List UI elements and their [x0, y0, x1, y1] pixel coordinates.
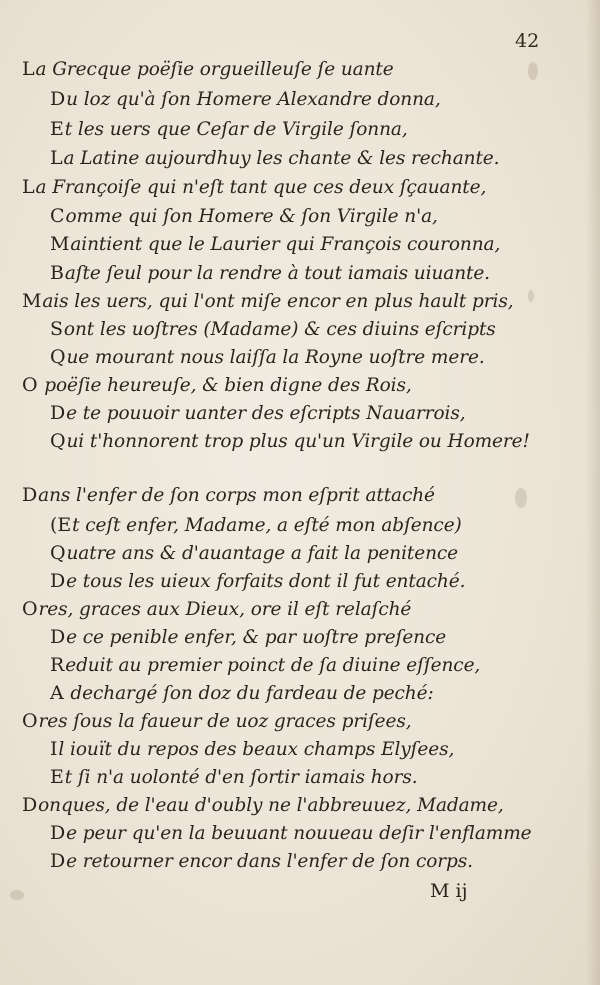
- verse-text: e tous les uieux forfaits dont il fut entaché.: [66, 571, 466, 592]
- verse-initial: D: [50, 88, 66, 110]
- verse-text: res, graces aux Dieux, ore il eſt relaſché: [38, 599, 412, 620]
- verse-initial: D: [50, 402, 66, 424]
- verse-line: [50, 430, 530, 453]
- verse-text: t les uers que Ceſar de Virgile ſonna,: [64, 119, 408, 140]
- verse-line: [22, 484, 435, 507]
- verse-text: ui t'honnorent trop plus qu'un Virgile ou Homere!: [66, 431, 530, 452]
- verse-line: [22, 290, 514, 313]
- verse-line: [22, 374, 412, 397]
- verse-initial: E: [50, 766, 64, 788]
- verse-line: [50, 233, 500, 256]
- verse-initial: D: [50, 570, 66, 592]
- verse-text: ais les uers, qui l'ont miſe encor en plus hault pris,: [42, 291, 514, 312]
- verse-line: [50, 118, 408, 141]
- verse-line: [22, 176, 486, 199]
- verse-text: res ſous la faueur de uoz graces priſees,: [38, 711, 412, 732]
- verse-initial: Q: [50, 346, 66, 368]
- verse-initial: S: [50, 318, 63, 340]
- verse-text: t ceſt enfer, Madame, a eſté mon abſence): [72, 515, 462, 536]
- page-edge-shadow: [586, 0, 600, 985]
- verse-text: e peur qu'en la beuuant nouueau deſir l'enflamme: [66, 823, 532, 844]
- verse-text: a Françoiſe qui n'eſt tant que ces deux ſçauante,: [35, 177, 487, 198]
- verse-line: [50, 514, 462, 537]
- verse-text: e ce penible enfer, & par uoſtre preſence: [66, 627, 447, 648]
- verse-line: [50, 626, 446, 649]
- verse-line: [50, 766, 418, 789]
- verse-text: aſte ſeul pour la rendre à tout iamais uiuante.: [64, 263, 490, 284]
- verse-initial: D: [50, 850, 66, 872]
- verse-initial: R: [50, 654, 65, 676]
- verse-text: e te pouuoir uanter des eſcripts Nauarrois,: [66, 403, 466, 424]
- verse-initial: L: [22, 176, 35, 198]
- verse-line: [50, 850, 473, 873]
- verse-initial: D: [22, 794, 38, 816]
- ink-blemish: [515, 488, 527, 508]
- verse-line: [50, 682, 434, 705]
- verse-line: [50, 205, 438, 228]
- verse-initial: A: [50, 682, 64, 704]
- verse-text: poëſie heureuſe, & bien digne des Rois,: [38, 375, 412, 396]
- verse-text: omme qui ſon Homere & ſon Virgile n'a,: [65, 206, 438, 227]
- ink-blemish: [528, 62, 538, 80]
- verse-line: [50, 402, 466, 425]
- verse-initial: O: [22, 374, 38, 396]
- verse-line: [22, 598, 411, 621]
- page-number: 42: [515, 30, 540, 52]
- verse-text: t ſi n'a uolonté d'en ſortir iamais hors.: [64, 767, 418, 788]
- verse-text: u loz qu'à ſon Homere Alexandre donna,: [66, 89, 441, 110]
- verse-line: [50, 570, 465, 593]
- verse-line: [22, 58, 394, 81]
- verse-text: a Latine aujourdhuy les chante & les rechante.: [63, 148, 500, 169]
- verse-text: dechargé ſon doz du fardeau de peché:: [64, 683, 434, 704]
- verse-initial: O: [22, 598, 38, 620]
- verse-text: l iouït du repos des beaux champs Elyſees,: [58, 739, 455, 760]
- verse-line: [50, 147, 499, 170]
- verse-initial: D: [22, 484, 38, 506]
- verse-initial: O: [22, 710, 38, 732]
- verse-initial: L: [22, 58, 35, 80]
- verse-text: e retourner encor dans l'enfer de ſon corps.: [66, 851, 473, 872]
- verse-text: ans l'enfer de ſon corps mon eſprit attaché: [38, 485, 435, 506]
- verse-line: [50, 346, 485, 369]
- verse-text: eduit au premier poinct de ſa diuine eſſence,: [65, 655, 481, 676]
- verse-text: aintient que le Laurier qui François couronna,: [70, 234, 501, 255]
- verse-initial: C: [50, 205, 65, 227]
- verse-text: onques, de l'eau d'oubly ne l'abbreuuez, Madame,: [38, 795, 504, 816]
- verse-initial: (E: [50, 514, 72, 536]
- verse-initial: I: [50, 738, 58, 760]
- verse-initial: L: [50, 147, 63, 169]
- verse-line: [50, 262, 490, 285]
- verse-text: uatre ans & d'auantage a fait la penitence: [66, 543, 459, 564]
- verse-initial: Q: [50, 542, 66, 564]
- verse-line: [22, 710, 412, 733]
- ink-blemish: [528, 290, 534, 302]
- verse-initial: D: [50, 626, 66, 648]
- signature-mark: M ij: [430, 880, 468, 902]
- verse-initial: M: [50, 233, 70, 255]
- verse-text: ue mourant nous laiſſa la Royne uoſtre mere.: [66, 347, 485, 368]
- verse-line: [50, 542, 458, 565]
- verse-line: [50, 822, 532, 845]
- verse-initial: E: [50, 118, 64, 140]
- verse-line: [50, 738, 454, 761]
- verse-initial: D: [50, 822, 66, 844]
- ink-blemish: [10, 890, 24, 900]
- verse-line: [50, 318, 496, 341]
- verse-text: ont les uoſtres (Madame) & ces diuins eſcripts: [63, 319, 496, 340]
- verse-line: [50, 88, 441, 111]
- verse-initial: B: [50, 262, 64, 284]
- verse-line: [22, 794, 504, 817]
- verse-text: a Grecque poëſie orgueilleuſe ſe uante: [35, 59, 394, 80]
- verse-initial: M: [22, 290, 42, 312]
- verse-line: [50, 654, 480, 677]
- verse-initial: Q: [50, 430, 66, 452]
